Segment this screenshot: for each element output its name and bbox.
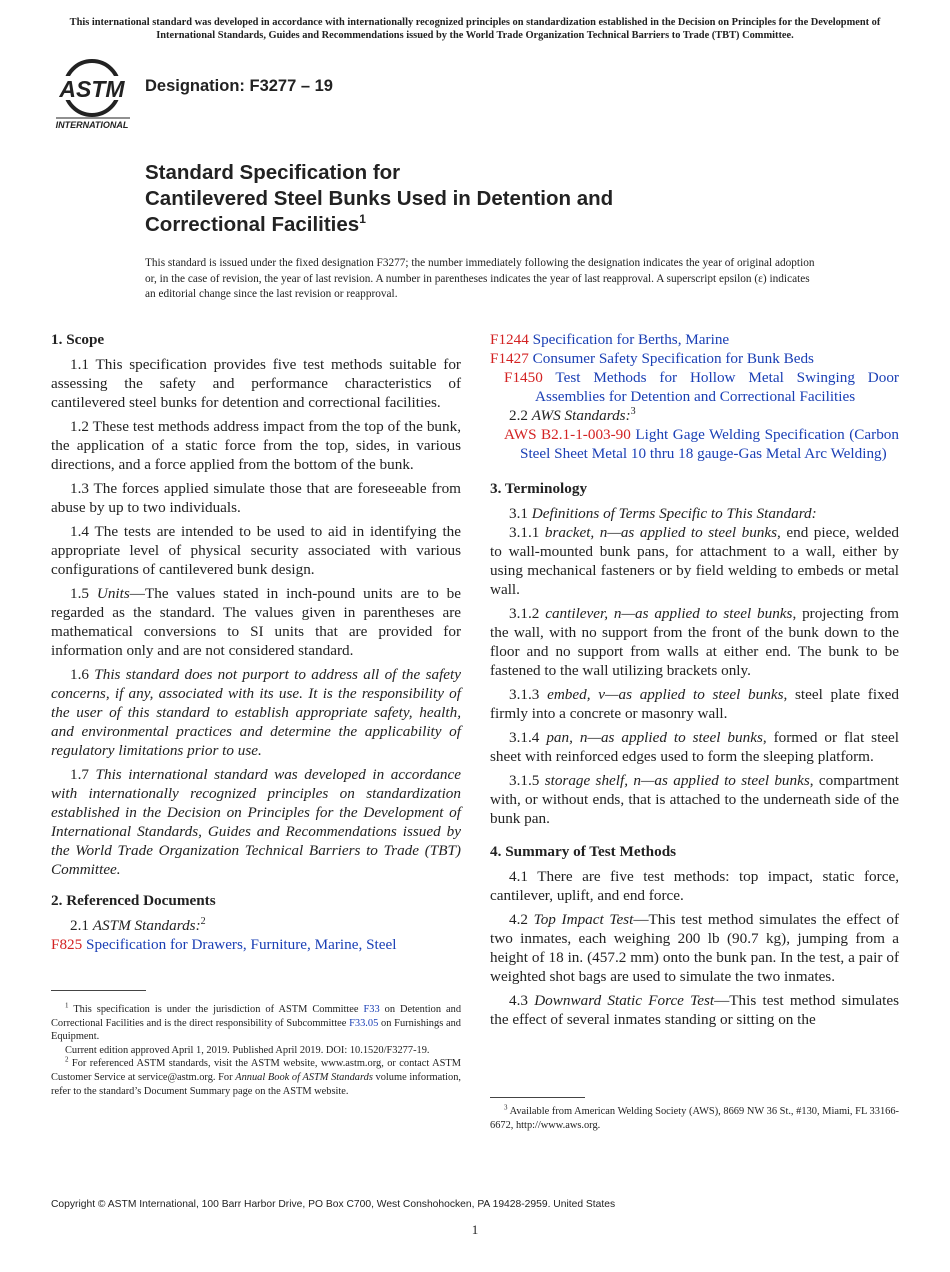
title-footnote-mark: 1 [359, 212, 366, 227]
document-title [145, 160, 845, 238]
definition-storage-shelf: 3.1.5 storage shelf, n—as applied to steel bunks, compartment with, or without ends, that is attached to the underneath side of the bunk pan. [490, 772, 900, 827]
ref-f1450[interactable]: F1450 Test Methods for Hollow Metal Swinging Door Assemblies for Detention and Correctional Facilities [504, 369, 899, 405]
paragraph-2-1: 2.1 ASTM Standards:$^2$ [70, 915, 206, 934]
page-number: 1 [471, 1222, 479, 1237]
paragraph-1-7: 1.7 This international standard was developed in accordance with internationally recognized principles on standardization established in the Decision on Principles for the Development of International Standards, Guides and Recommendations issued by the World Trade Organization Technical Barriers to Trade (TBT) Committee. [51, 766, 461, 878]
footnote-2: $^2$ For referenced ASTM standards, visit the ASTM website, www.astm.org, or contact ASTM Customer Service at service@astm.org. For Annual Book of ASTM Standards volume information, refer to the standard’s Document Summary page on the ASTM website. [51, 1055, 461, 1097]
definition-embed: 3.1.3 embed, v—as applied to steel bunks, steel plate fixed firmly into a concrete or masonry wall. [490, 686, 899, 722]
section-referenced-heading: 2. Referenced Documents [51, 892, 216, 909]
title-line-1: Standard Specification for [145, 161, 401, 184]
title-line-3: Correctional Facilities$^1$ [145, 212, 366, 236]
paragraph-1-5: 1.5 Units—The values stated in inch-pound units are to be regarded as the standard. The values given in parentheses are mathematical conversions to SI units that are provided for information only and are not considered standard. [51, 585, 461, 659]
intro-paragraph: This standard is issued under the fixed designation F3277; the number immediately following the designation indicates the year of original adoption or, in the case of revision, the year of last revision. A number in parentheses indicates the year of last reapproval. A superscript epsilon (ε) indicates an editorial change since the last revision or reapproval. [145, 257, 815, 300]
footnote-divider-right [490, 1097, 585, 1098]
astm-logo-icon [52, 58, 136, 132]
paragraph-3-1: 3.1 Definitions of Terms Specific to This Standard: [509, 505, 817, 522]
paragraph-2-2: 2.2 AWS Standards:$^3$ [509, 405, 636, 424]
paragraph-1-4: 1.4 The tests are intended to be used to aid in identifying the appropriate level of physical security associated with various configurations of cantilevered bunk design. [51, 523, 461, 578]
paragraph-1-1: 1.1 This specification provides five test methods suitable for assessing the safety and performance characteristics of cantilevered steel bunks for detention and correctional facilities. [51, 356, 461, 411]
left-column [51, 330, 461, 954]
top-notice: This international standard was developed in accordance with internationally recognized principles on standardization established in the Decision on Principles for the Development of International Standards, Guides and Recommendations issued by the World Trade Organization Technical Barriers to Trade (TBT) Committee. [69, 17, 881, 41]
logo-text: ASTM [59, 76, 125, 102]
section-terminology-heading: 3. Terminology [490, 480, 588, 497]
ref-f1244[interactable]: F1244 Specification for Berths, Marine [490, 331, 730, 348]
paragraph-4-3: 4.3 Downward Static Force Test—This test method simulates the effect of several inmates standing or sitting on the [490, 992, 899, 1028]
footnotes-right [490, 1105, 899, 1132]
ref-f1427[interactable]: F1427 Consumer Safety Specification for Bunk Beds [490, 350, 814, 367]
designation: Designation: F3277 – 19 [145, 77, 333, 95]
astm-logo [52, 58, 136, 132]
definition-cantilever: 3.1.2 cantilever, n—as applied to steel bunks, projecting from the wall, with no support from the front of the bunk down to the floor and no support from walls at either end. The bunk to be fastened to the wall utilizing brackets only. [490, 605, 899, 679]
footnotes-left [51, 1003, 461, 1098]
section-summary-heading: 4. Summary of Test Methods [490, 843, 677, 860]
paragraph-1-2: 1.2 These test methods address impact from the top of the bunk, the application of a static force from the top, sides, in various directions, and a force applied from the bottom of the bunk. [51, 418, 461, 473]
section-scope-heading: 1. Scope [51, 331, 105, 348]
footnote-link-f33-05[interactable]: F33.05 [349, 1017, 379, 1029]
copyright-notice: Copyright © ASTM International, 100 Barr Harbor Drive, PO Box C700, West Conshohocken, PA 19428-2959. United States [51, 1199, 616, 1210]
paragraph-4-1: 4.1 There are five test methods: top impact, static force, cantilever, uplift, and end force. [490, 868, 899, 904]
title-line-2: Cantilevered Steel Bunks Used in Detention and [145, 187, 614, 210]
footnote-1: $^1$ This specification is under the jurisdiction of ASTM Committee F33 on Detention and Correctional Facilities and is the direct responsibility of Subcommittee F33.05 on Furnishings and Equipment. [51, 1001, 462, 1043]
logo-subtext: INTERNATIONAL [55, 120, 129, 130]
paragraph-1-6: 1.6 This standard does not purport to address all of the safety concerns, if any, associated with its use. It is the responsibility of the user of this standard to establish appropriate safety, health, and environmental practices and determine the applicability of regulatory limitations prior to use. [51, 666, 461, 759]
footnote-link-f33[interactable]: F33 [363, 1004, 380, 1015]
footnote-1-edition: Current edition approved April 1, 2019. Published April 2019. DOI: 10.1520/F3277-19. [65, 1044, 430, 1056]
right-column [490, 330, 899, 1034]
ref-f825[interactable]: F825 Specification for Drawers, Furniture, Marine, Steel [51, 936, 397, 953]
paragraph-4-2: 4.2 Top Impact Test—This test method simulates the effect of two inmates, each weighing 200 lb (90.7 kg), jumping from a height of 18 in. (457.2 mm) onto the bunk pan. In the test, a pair of weighted shot bags are used to simulate the two inmates. [490, 911, 899, 985]
paragraph-1-3: 1.3 The forces applied simulate those that are foreseeable from abuse by up to two individuals. [51, 480, 461, 516]
footnote-3: $^3$ Available from American Welding Society (AWS), 8669 NW 36 St., #130, Miami, FL 33166-6672, http://www.aws.org. [490, 1103, 899, 1131]
ref-aws[interactable]: AWS B2.1-1-003-90 Light Gage Welding Specification (Carbon Steel Sheet Metal 10 thru 18 gauge-Gas Metal Arc Welding) [504, 426, 899, 462]
footnote-divider-left [51, 990, 146, 991]
definition-pan: 3.1.4 pan, n—as applied to steel bunks, formed or flat steel sheet with reinforced edges used to form the sleeping platform. [490, 729, 900, 765]
definition-bracket: 3.1.1 bracket, n—as applied to steel bunks, end piece, welded to wall-mounted bunk pans, for attachment to a wall, either by using mechanical fasteners or by field welding to embeds or metal wall. [490, 524, 900, 598]
